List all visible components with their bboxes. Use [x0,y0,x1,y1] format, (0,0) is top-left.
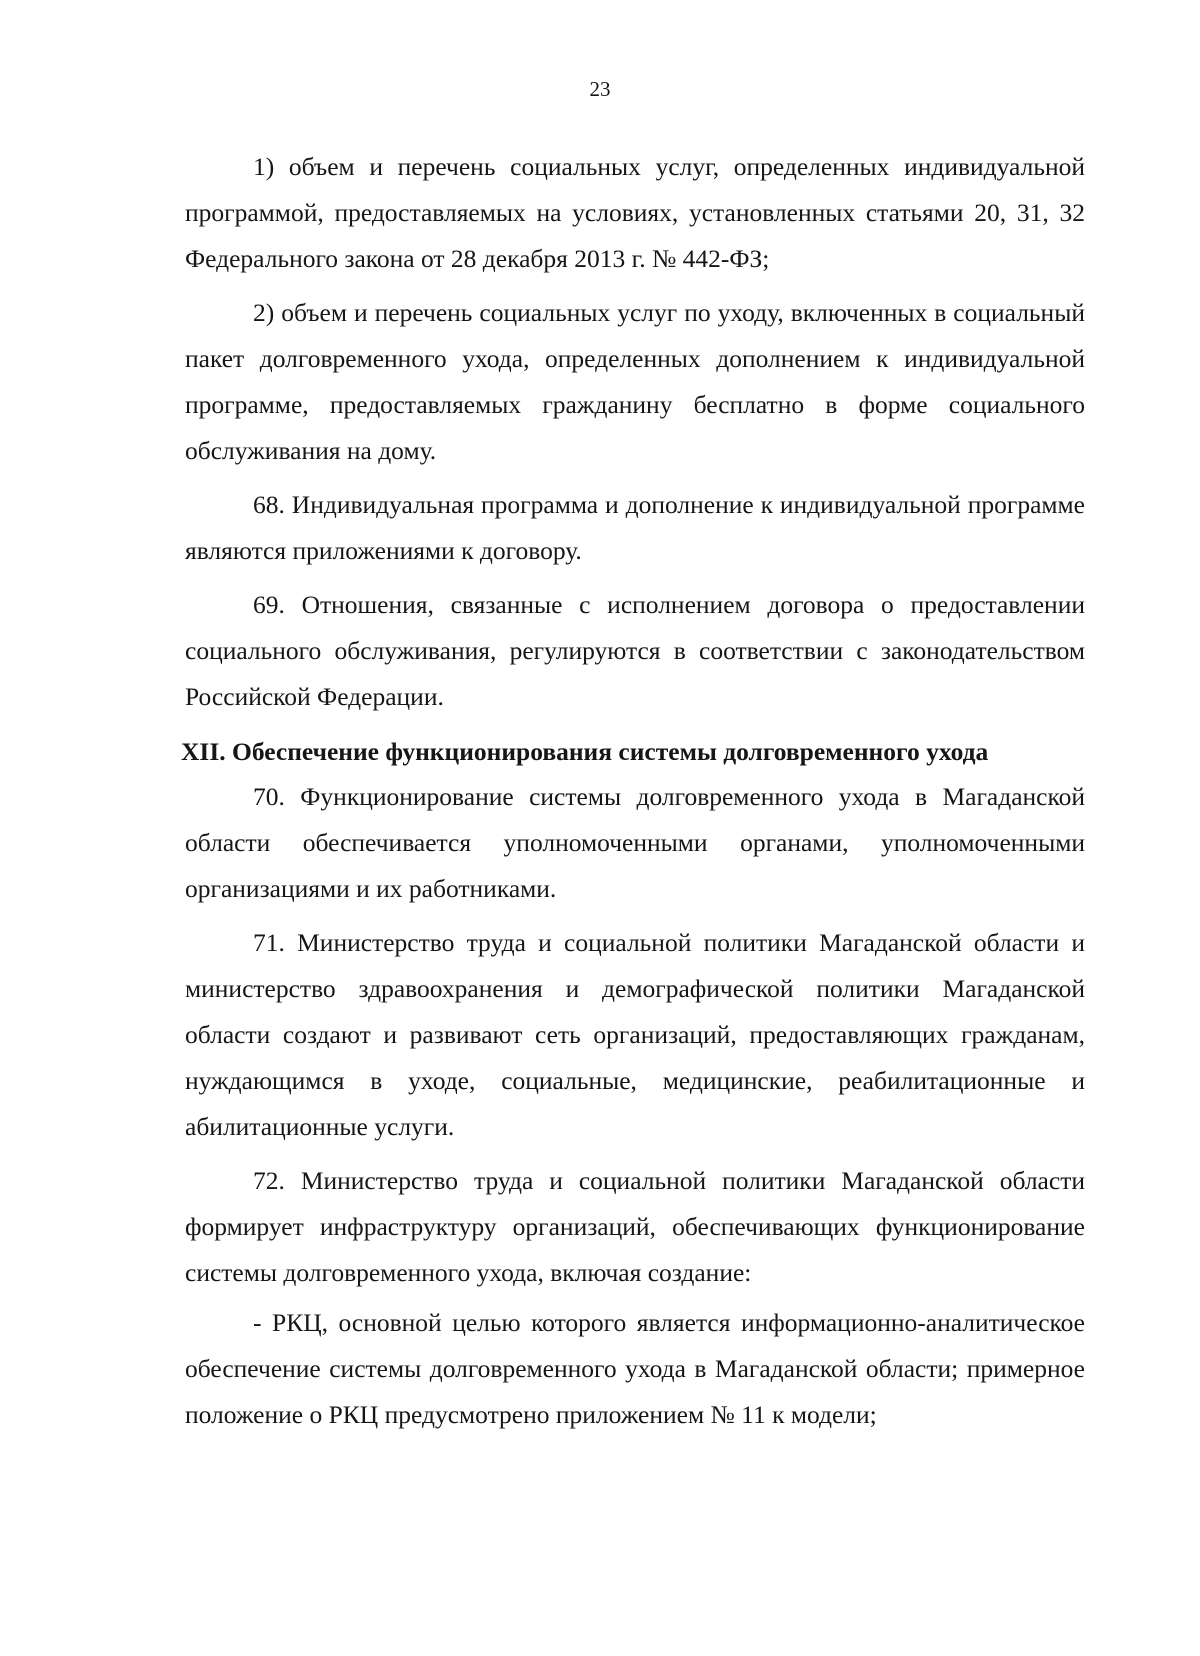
paragraph-71: 71. Министерство труда и социальной политики Магаданской области и министерство здравоохранения и демографической политики Магаданской области создают и развивают сеть организаций, предоставляющих гражданам, нуждающимся в уходе, социальные, медицинские, реабилитационные и абилитационные услуги. [185,928,1085,1141]
paragraph-70: 70. Функционирование системы долговременного ухода в Магаданской области обеспечивается уполномоченными органами, уполномоченными организациями и их работниками. [185,782,1085,903]
section-heading: XII. Обеспечение функционирования системы долговременного ухода [181,737,989,766]
paragraph-rkc: - РКЦ, основной целью которого является информационно-аналитическое обеспечение системы долговременного ухода в Магаданской области; примерное положение о РКЦ предусмотрено приложением № 11 к модели; [185,1308,1085,1429]
paragraph-69: 69. Отношения, связанные с исполнением договора о предоставлении социального обслуживания, регулируются в соответствии с законодательством Российской Федерации. [185,590,1085,711]
page-number: 23 [589,77,611,101]
paragraph-68: 68. Индивидуальная программа и дополнение к индивидуальной программе являются приложениями к договору. [185,490,1085,565]
paragraph-item-1: 1) объем и перечень социальных услуг, определенных индивидуальной программой, предоставляемых на условиях, установленных статьями 20, 31, 32 Федерального закона от 28 декабря 2013 г. № 442-ФЗ; [185,152,1085,273]
paragraph-72: 72. Министерство труда и социальной политики Магаданской области формирует инфраструктуру организаций, обеспечивающих функционирование системы долговременного ухода, включая создание: [185,1166,1085,1287]
document-body [181,144,1085,1438]
paragraph-item-2: 2) объем и перечень социальных услуг по уходу, включенных в социальный пакет долговременного ухода, определенных дополнением к индивидуальной программе, предоставляемых гражданину бесплатно в форме социального обслуживания на дому. [185,298,1085,465]
